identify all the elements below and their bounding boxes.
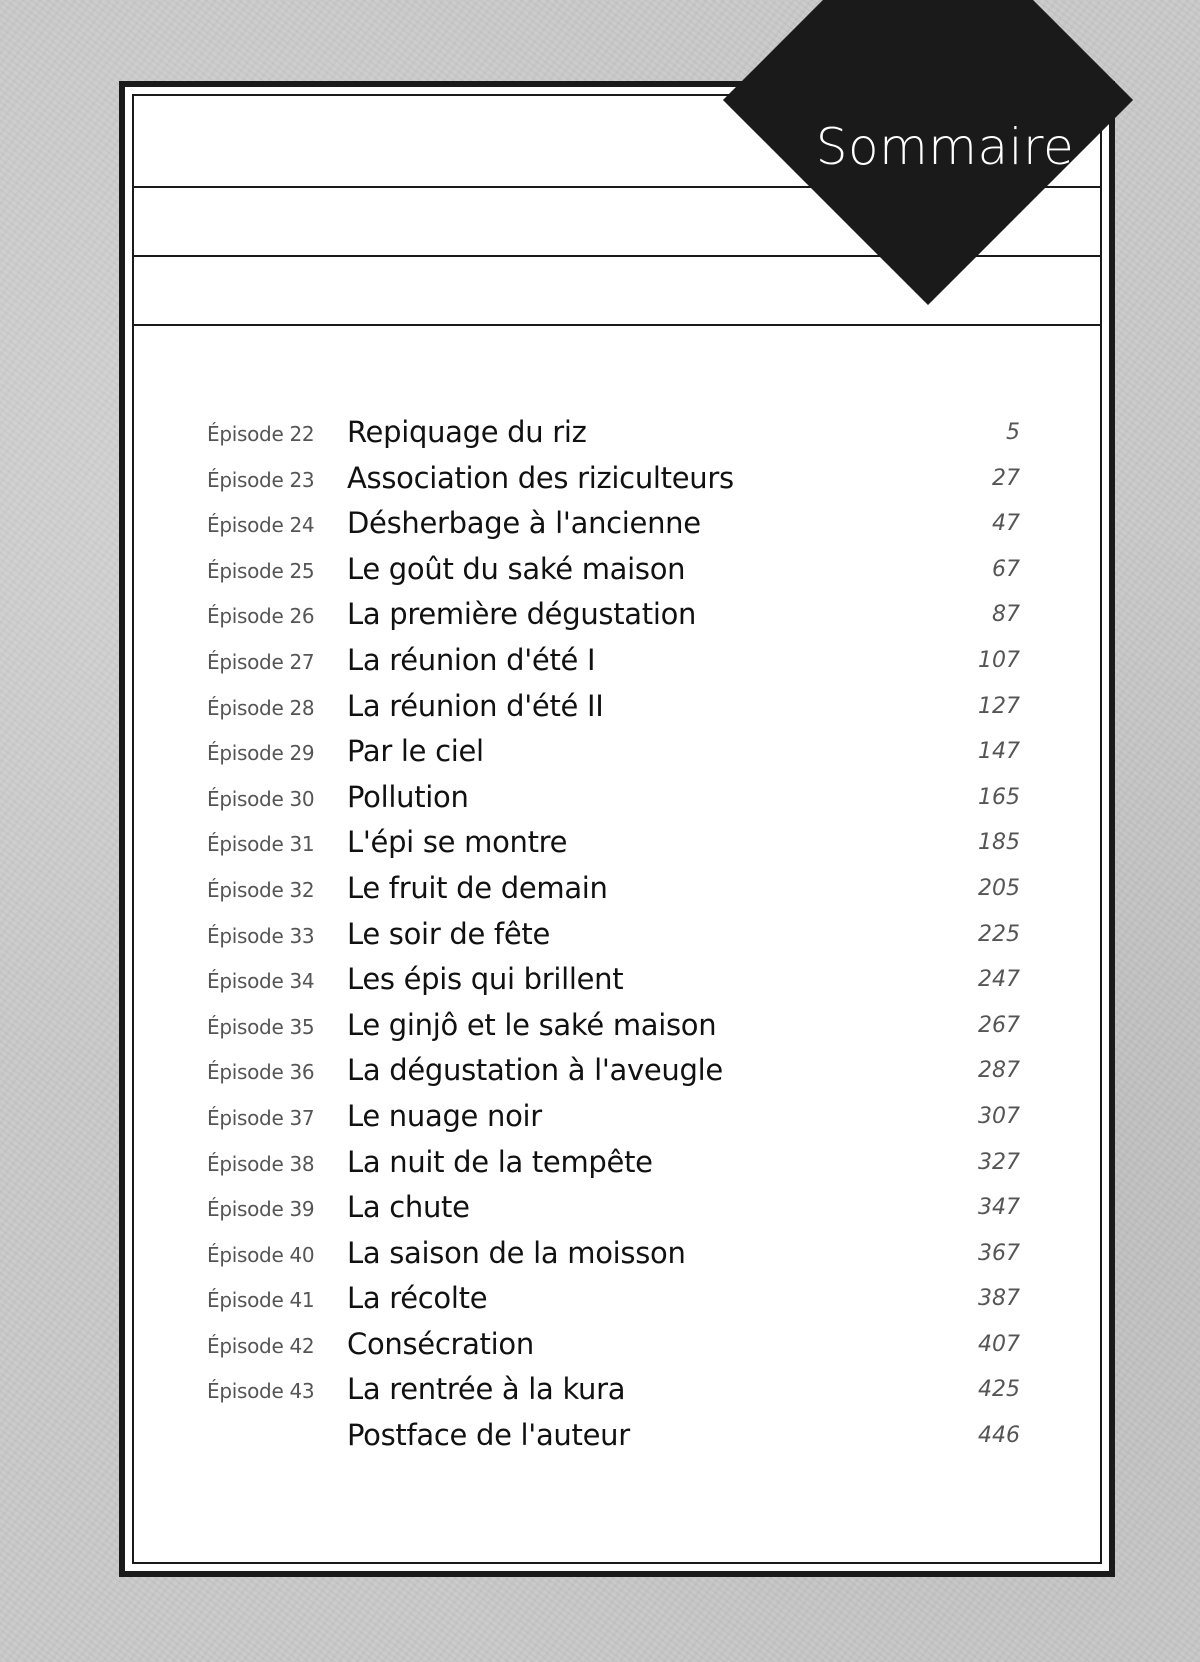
toc-episode-label: Épisode 41 — [207, 1288, 315, 1313]
toc-page-number: 47 — [992, 511, 1020, 537]
toc-chapter-title: L'épi se montre — [347, 825, 568, 860]
toc-entry — [0, 777, 1200, 823]
page-title: Sommaire — [815, 118, 1075, 176]
toc-entry — [0, 458, 1200, 504]
toc-episode-label: Épisode 42 — [207, 1333, 315, 1358]
toc-page-number: 407 — [978, 1331, 1020, 1357]
toc-entry — [0, 1005, 1200, 1051]
toc-page-number: 367 — [978, 1240, 1020, 1266]
toc-page-number: 327 — [978, 1149, 1020, 1175]
toc-episode-label: Épisode 36 — [207, 1060, 315, 1085]
toc-chapter-title: La réunion d'été I — [347, 642, 596, 677]
toc-episode-label: Épisode 38 — [207, 1151, 315, 1176]
toc-page-number: 347 — [978, 1195, 1020, 1221]
toc-chapter-title: Le nuage noir — [347, 1098, 542, 1133]
toc-episode-label: Épisode 34 — [207, 969, 315, 994]
toc-page-number: 267 — [978, 1012, 1020, 1038]
toc-chapter-title: Association des riziculteurs — [347, 460, 734, 495]
toc-entry — [0, 1324, 1200, 1370]
toc-chapter-title: La réunion d'été II — [347, 688, 604, 723]
toc-chapter-title: Le soir de fête — [347, 916, 550, 951]
toc-page-number: 165 — [978, 784, 1020, 810]
toc-entry — [0, 868, 1200, 914]
toc-entry — [0, 731, 1200, 777]
toc-entry — [0, 914, 1200, 960]
toc-episode-label: Épisode 43 — [207, 1379, 315, 1404]
toc-chapter-title: Désherbage à l'ancienne — [347, 506, 701, 541]
toc-episode-label: Épisode 39 — [207, 1197, 315, 1222]
toc-chapter-title: Les épis qui brillent — [347, 962, 624, 997]
toc-entry — [0, 1233, 1200, 1279]
toc-chapter-title: Repiquage du riz — [347, 415, 587, 449]
toc-episode-label: Épisode 32 — [207, 877, 315, 902]
toc-entry — [0, 959, 1200, 1005]
table-of-contents — [0, 412, 1200, 1461]
toc-page-number: 307 — [978, 1103, 1020, 1129]
toc-episode-label: Épisode 26 — [207, 604, 315, 629]
toc-chapter-title: La rentrée à la kura — [347, 1372, 626, 1407]
toc-chapter-title: La nuit de la tempête — [347, 1144, 653, 1179]
toc-page-number: 5 — [1006, 420, 1020, 445]
toc-entry — [0, 1369, 1200, 1415]
toc-chapter-title: La dégustation à l'aveugle — [347, 1053, 723, 1088]
toc-entry — [0, 412, 1200, 458]
toc-page-number: 27 — [992, 465, 1020, 491]
toc-entry — [0, 594, 1200, 640]
toc-chapter-title: La récolte — [347, 1281, 488, 1316]
toc-episode-label: Épisode 30 — [207, 786, 315, 811]
toc-episode-label: Épisode 24 — [207, 513, 315, 538]
toc-page-number: 205 — [978, 875, 1020, 901]
toc-entry — [0, 1096, 1200, 1142]
toc-chapter-title: Le goût du saké maison — [347, 551, 686, 586]
toc-page-number: 67 — [992, 556, 1020, 582]
toc-chapter-title: Le ginjô et le saké maison — [347, 1007, 717, 1042]
toc-chapter-title: Consécration — [347, 1326, 534, 1361]
toc-episode-label: Épisode 29 — [207, 741, 315, 766]
toc-page-number: 127 — [978, 693, 1020, 719]
toc-page-number: 185 — [978, 830, 1020, 856]
header-rule-3 — [134, 324, 1100, 326]
toc-episode-label: Épisode 33 — [207, 923, 315, 948]
toc-entry — [0, 503, 1200, 549]
toc-page-number: 107 — [978, 647, 1020, 673]
toc-entry — [0, 822, 1200, 868]
toc-page-number: 147 — [978, 739, 1020, 765]
toc-episode-label: Épisode 31 — [207, 832, 315, 857]
toc-episode-label: Épisode 37 — [207, 1105, 315, 1130]
toc-page-number: 287 — [978, 1058, 1020, 1084]
toc-page-number: 247 — [978, 967, 1020, 993]
toc-episode-label: Épisode 27 — [207, 649, 315, 674]
toc-entry — [0, 686, 1200, 732]
toc-page-number: 446 — [978, 1423, 1020, 1449]
toc-entry — [0, 1415, 1200, 1461]
toc-episode-label: Épisode 25 — [207, 558, 315, 583]
toc-chapter-title: Par le ciel — [347, 734, 484, 769]
toc-chapter-title: La chute — [347, 1190, 470, 1225]
toc-entry — [0, 1050, 1200, 1096]
toc-entry — [0, 640, 1200, 686]
toc-page-number: 87 — [992, 602, 1020, 628]
toc-chapter-title: Le fruit de demain — [347, 870, 608, 905]
toc-chapter-title: La saison de la moisson — [347, 1235, 686, 1270]
toc-episode-label: Épisode 23 — [207, 467, 315, 492]
toc-episode-label: Épisode 28 — [207, 695, 315, 720]
toc-entry — [0, 1142, 1200, 1188]
toc-chapter-title: Pollution — [347, 779, 469, 814]
toc-page-number: 425 — [978, 1377, 1020, 1403]
toc-episode-label: Épisode 35 — [207, 1014, 315, 1039]
toc-chapter-title: La première dégustation — [347, 597, 697, 632]
toc-page-number: 387 — [978, 1286, 1020, 1312]
toc-chapter-title: Postface de l'auteur — [347, 1418, 630, 1453]
toc-entry — [0, 549, 1200, 595]
toc-entry — [0, 1187, 1200, 1233]
toc-episode-label: Épisode 22 — [207, 422, 315, 446]
toc-episode-label: Épisode 40 — [207, 1242, 315, 1267]
toc-entry — [0, 1278, 1200, 1324]
toc-page-number: 225 — [978, 921, 1020, 947]
